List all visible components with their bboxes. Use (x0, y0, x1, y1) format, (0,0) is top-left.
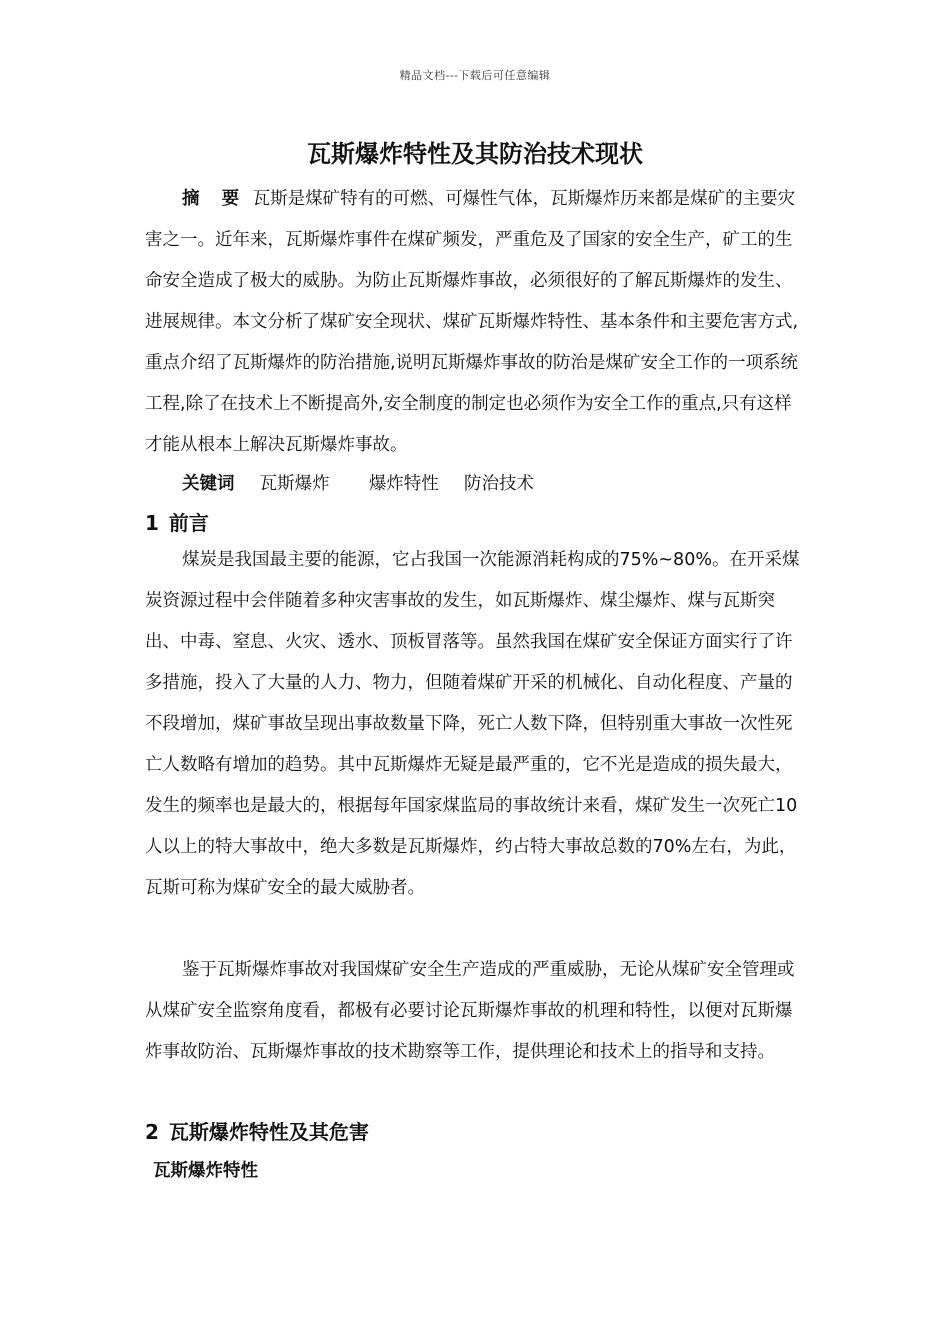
page-header: 精品文档---下载后可任意编辑 (399, 69, 551, 82)
abstract-text: 瓦斯是煤矿特有的可燃、可爆性气体，瓦斯爆炸历来都是煤矿的主要灾害之一。近年来，瓦斯爆炸事件在煤矿频发，严重危及了国家的安全生产，矿工的生命安全造成了极大的威胁。为防止瓦斯爆炸事故，必须很好的了解瓦斯爆炸的发生、进展规律。本文分析了煤矿安全现状、煤矿瓦斯爆炸特性、基本条件和主要危害方式,重点介绍了瓦斯爆炸的防治措施,说明瓦斯爆炸事故的防治是煤矿安全工作的一项系统工程,除了在技术上不断提高外,安全制度的制定也必须作为安全工作的重点,只有这样才能从根本上解决瓦斯爆炸事故。 (145, 189, 799, 455)
document-title: 瓦斯爆炸特性及其防治技术现状 (307, 139, 643, 168)
section-title: 瓦斯爆炸特性及其危害 (168, 1120, 369, 1144)
keyword-item: 防治技术 (463, 474, 534, 494)
section-number: 1 (145, 511, 159, 535)
section-heading-hazard (145, 1117, 369, 1147)
keyword-item: 爆炸特性 (368, 474, 439, 494)
section-heading-intro (145, 508, 209, 538)
keywords-label: 关键词 (182, 474, 235, 494)
keywords-line (182, 464, 534, 505)
abstract-label: 摘 要 (182, 189, 248, 209)
abstract-paragraph (145, 179, 807, 466)
section-title: 前言 (168, 511, 209, 535)
keyword-item: 瓦斯爆炸 (259, 474, 330, 494)
intro-paragraph-2: 鉴于瓦斯爆炸事故对我国煤矿安全生产造成的严重威胁，无论从煤矿安全管理或从煤矿安全监察角度看，都极有必要讨论瓦斯爆炸事故的机理和特性，以便对瓦斯爆炸事故防治、瓦斯爆炸事故的技术勘察等工作，提供理论和技术上的指导和支持。 (145, 960, 795, 1062)
intro-paragraph-1: 煤炭是我国最主要的能源，它占我国一次能源消耗构成的75%~80%。在开采煤炭资源过程中会伴随着多种灾害事故的发生，如瓦斯爆炸、煤尘爆炸、煤与瓦斯突出、中毒、窒息、火灾、透水、顶板冒落等。虽然我国在煤矿安全保证方面实行了许多措施，投入了大量的人力、物力，但随着煤矿开采的机械化、自动化程度、产量的不段增加，煤矿事故呈现出事故数量下降，死亡人数下降，但特别重大事故一次性死亡人数略有增加的趋势。其中瓦斯爆炸无疑是最严重的，它不光是造成的损失最大，发生的频率也是最大的，根据每年国家煤监局的事故统计来看，煤矿发生一次死亡10人以上的特大事故中，绝大多数是瓦斯爆炸，约占特大事故总数的70%左右，为此，瓦斯可称为煤矿安全的最大威胁者。 (145, 550, 800, 898)
section-number: 2 (145, 1120, 159, 1144)
subsection-heading: 瓦斯爆炸特性 (153, 1161, 258, 1181)
